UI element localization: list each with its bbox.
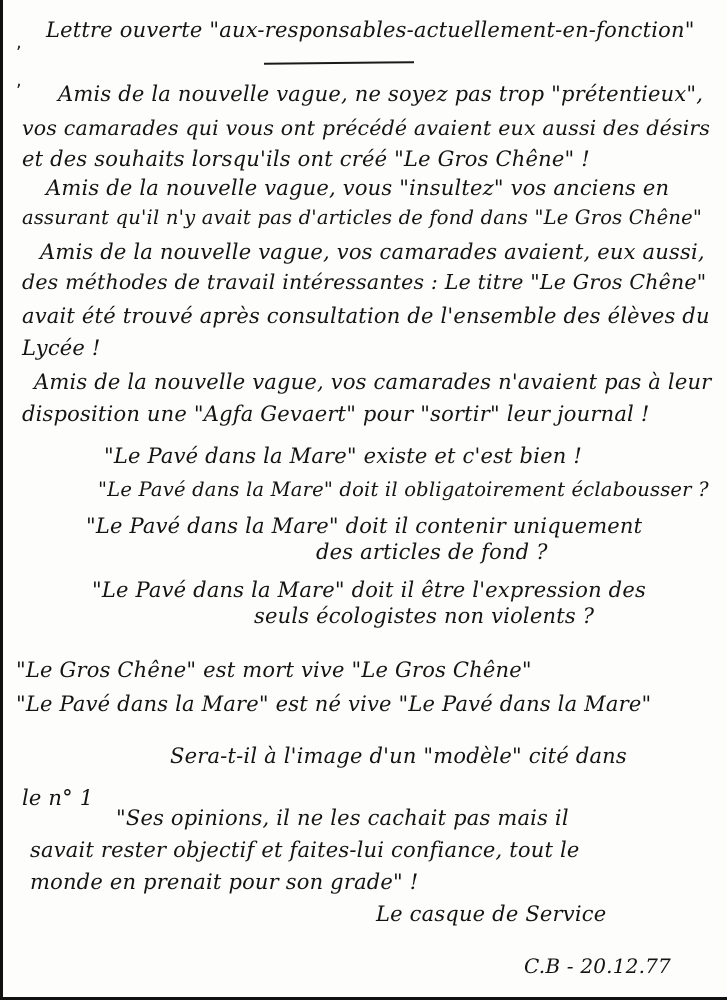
question-line: "Le Pavé dans la Mare" doit il être l'expression des: [92, 578, 646, 602]
paragraph-line: assurant qu'il n'y avait pas d'articles de fond dans "Le Gros Chêne": [22, 206, 703, 229]
margin-mark: ,: [16, 70, 22, 91]
scan-left-edge: [0, 0, 3, 1000]
paragraph-line: et des souhaits lorsqu'ils ont créé "Le Gros Chêne" !: [22, 147, 590, 171]
closing-line: Sera-t-il à l'image d'un "modèle" cité dans: [170, 744, 627, 768]
closing-line: le n° 1: [22, 786, 94, 810]
slogan-line: "Le Pavé dans la Mare" est né vive "Le Pavé dans la Mare": [16, 692, 652, 716]
paragraph-line: avait été trouvé après consultation de l'ensemble des élèves du: [22, 304, 710, 328]
slogan-line: "Le Gros Chêne" est mort vive "Le Gros Chêne": [16, 658, 532, 682]
paragraph-line: disposition une "Agfa Gevaert" pour "sortir" leur journal !: [22, 402, 650, 426]
initials-date: C.B - 20.12.77: [524, 954, 671, 978]
question-line: seuls écologistes non violents ?: [254, 604, 595, 628]
paragraph-line: vos camarades qui vous ont précédé avaient eux aussi des désirs: [22, 116, 711, 140]
closing-line: monde en prenait pour son grade" !: [30, 870, 419, 894]
signature: Le casque de Service: [376, 902, 607, 926]
paragraph-line: Amis de la nouvelle vague, vous "insultez" vos anciens en: [46, 176, 670, 200]
closing-line: savait rester objectif et faites-lui confiance, tout le: [30, 838, 580, 862]
margin-mark: ,: [16, 32, 22, 53]
title-underline: [264, 61, 414, 65]
paragraph-line: Amis de la nouvelle vague, ne soyez pas trop "prétentieux",: [58, 82, 704, 106]
paragraph-line: Amis de la nouvelle vague, vos camarades avaient, eux aussi,: [40, 240, 705, 264]
question-line: "Le Pavé dans la Mare" doit il contenir uniquement: [86, 514, 643, 538]
letter-title: Lettre ouverte "aux-responsables-actuellement-en-fonction": [46, 18, 695, 42]
question-line: des articles de fond ?: [316, 540, 548, 564]
paragraph-line: Amis de la nouvelle vague, vos camarades n'avaient pas à leur: [34, 370, 712, 394]
question-line: "Le Pavé dans la Mare" doit il obligatoirement éclabousser ?: [98, 478, 709, 501]
paragraph-line: Lycée !: [22, 336, 101, 360]
paragraph-line: des méthodes de travail intéressantes : Le titre "Le Gros Chêne": [22, 270, 707, 294]
closing-line: "Ses opinions, il ne les cachait pas mais il: [116, 806, 569, 830]
question-line: "Le Pavé dans la Mare" existe et c'est bien !: [104, 444, 582, 468]
